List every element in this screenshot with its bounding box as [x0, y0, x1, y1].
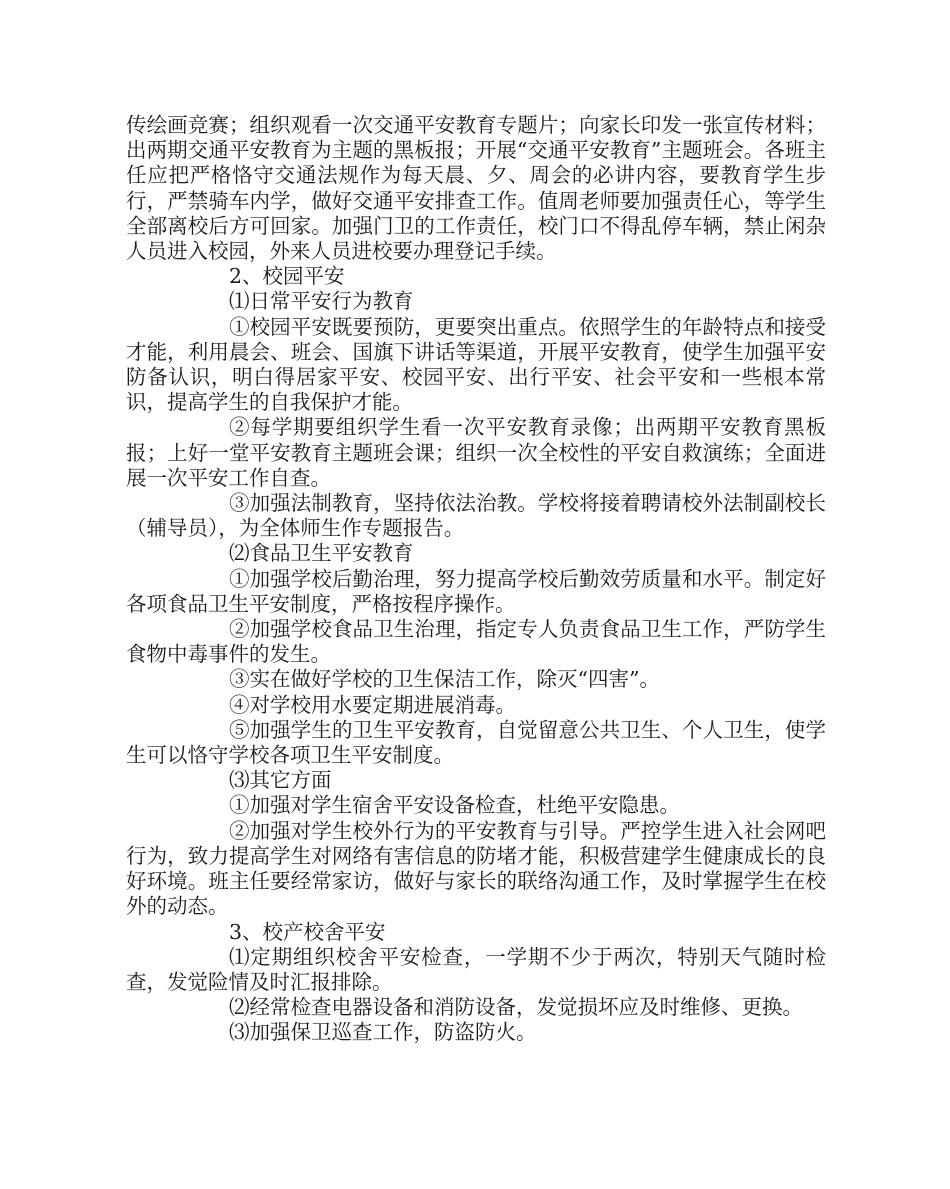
paragraph-property-item-3: ⑶加强保卫巡查工作，防盗防火。	[229, 1020, 537, 1045]
paragraph-traffic-safety-continued: 传绘画竞赛；组织观看一次交通平安教育专题片；向家长印发一张宣传材料；出两期交通平安教育为主题的黑板报；开展“交通平安教育”主题班会。各班主任应把严格恪守交通法规作为每天晨、夕、周会的必讲内容，要教育学生步行，严禁骑车内学，做好交通平安排查工作。值周老师要加强责任心，等学生全部离校后方可回家。加强门卫的工作责任，校门口不得乱停车辆，禁止闲杂人员进入校园，外来人员进校要办理登记手续。	[126, 113, 826, 264]
paragraph-food-item-3: ③实在做好学校的卫生保洁工作，除灭“四害”。	[229, 667, 660, 692]
subheading-daily-safety-education: ⑴日常平安行为教育	[229, 289, 414, 314]
subheading-food-hygiene-safety: ⑵食品卫生平安教育	[229, 541, 414, 566]
document-body	[126, 113, 826, 1046]
paragraph-other-item-1: ①加强对学生宿舍平安设备检查，杜绝平安隐患。	[229, 793, 680, 818]
subheading-other-aspects: ⑶其它方面	[229, 768, 332, 793]
paragraph-food-item-2: ②加强学校食品卫生治理，指定专人负责食品卫生工作，严防学生食物中毒事件的发生。	[126, 617, 826, 667]
paragraph-food-item-5: ⑤加强学生的卫生平安教育，自觉留意公共卫生、个人卫生，使学生可以恪守学校各项卫生平安制度。	[126, 717, 826, 768]
paragraph-daily-safety-item-1: ①校园平安既要预防，更要突出重点。依照学生的年龄特点和接受才能，利用晨会、班会、国旗下讲话等渠道，开展平安教育，使学生加强平安防备认识，明白得居家平安、校园平安、出行平安、社会平安和一些根本常识，提高学生的自我保护才能。	[126, 314, 826, 415]
paragraph-daily-safety-item-2: ②每学期要组织学生看一次平安教育录像；出两期平安教育黑板报；上好一堂平安教育主题班会课；组织一次全校性的平安自救演练；全面进展一次平安工作自查。	[126, 415, 826, 490]
paragraph-property-item-1: ⑴定期组织校舍平安检查，一学期不少于两次，特别天气随时检查，发觉险情及时汇报排除。	[126, 944, 826, 994]
paragraph-other-item-2: ②加强对学生校外行为的平安教育与引导。严控学生进入社会网吧行为，致力提高学生对网络有害信息的防堵才能，积极营建学生健康成长的良好环境。班主任要经常家访，做好与家长的联络沟通工作，及时掌握学生在校外的动态。	[126, 818, 826, 919]
paragraph-food-item-1: ①加强学校后勤治理，努力提高学校后勤效劳质量和水平。制定好各项食品卫生平安制度，严格按程序操作。	[126, 566, 826, 616]
paragraph-property-item-2: ⑵经常检查电器设备和消防设备，发觉损坏应及时维修、更换。	[229, 995, 803, 1020]
heading-property-building-safety: 3、校产校舍平安	[229, 919, 386, 944]
paragraph-daily-safety-item-3: ③加强法制教育，坚持依法治教。学校将接着聘请校外法制副校长（辅导员），为全体师生作专题报告。	[126, 491, 826, 541]
paragraph-food-item-4: ④对学校用水要定期进展消毒。	[229, 692, 516, 717]
heading-campus-safety: 2、校园平安	[229, 264, 345, 289]
